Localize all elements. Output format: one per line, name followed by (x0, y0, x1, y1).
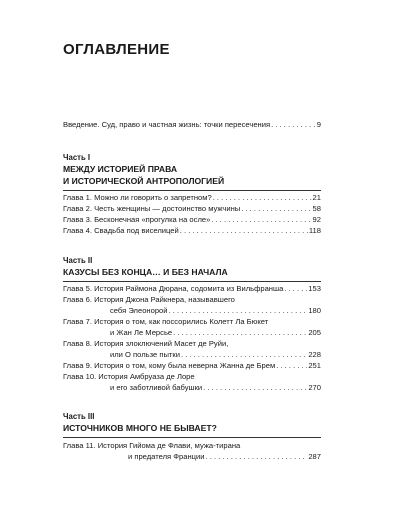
toc-page-number: 205 (308, 328, 321, 337)
part-1-label: Часть I (63, 153, 91, 162)
toc-entry-text: Введение. Суд, право и частная жизнь: точки пересечения (63, 120, 271, 129)
toc-page-number: 180 (308, 306, 321, 315)
toc-entry-text: Глава 9. История о том, кому была неверна Жанна де Брем (63, 361, 276, 370)
toc-entry-text: Глава 11. История Гийома де Флави, мужа-тирана (63, 441, 241, 450)
page-title: ОГЛАВЛЕНИЕ (63, 41, 170, 58)
part-3-title-line-1: ИСТОЧНИКОВ МНОГО НЕ БЫВАЕТ? (63, 423, 217, 433)
part-1-divider (63, 190, 321, 191)
toc-entry-ch6[interactable] (63, 295, 321, 306)
toc-entry-ch8-cont[interactable] (110, 350, 321, 361)
toc-entry-ch10[interactable] (63, 372, 321, 383)
toc-entry-text: Глава 5. История Раймона Дюрана, содомита из Вильфранша (63, 284, 284, 293)
toc-entry-ch8[interactable] (63, 339, 321, 350)
toc-entry-ch11[interactable] (63, 441, 321, 452)
toc-entry-continuation: и предателя Франции (128, 452, 205, 461)
toc-entry-continuation: себя Элеонорой (110, 306, 168, 315)
toc-page-number: 118 (308, 226, 321, 235)
toc-entry-continuation: и его заботливой бабушки (110, 383, 203, 392)
toc-entry-text: Глава 2. Честь женщины — достоинство мужчины (63, 204, 241, 213)
toc-entry-continuation: или О пользе пытки (110, 350, 180, 359)
toc-entry-ch6-cont[interactable] (110, 306, 321, 317)
toc-page-number: 251 (308, 361, 321, 370)
leader-dots (173, 328, 307, 339)
toc-entry-ch7-cont[interactable] (110, 328, 321, 339)
part-1-title-line-1: МЕЖДУ ИСТОРИЕЙ ПРАВА (63, 164, 178, 174)
leader-dots (211, 215, 311, 226)
toc-entry-text: Глава 3. Бесконечная «прогулка на осле» (63, 215, 211, 224)
part-1-title-line-2: И ИСТОРИЧЕСКОЙ АНТРОПОЛОГИЕЙ (63, 176, 225, 186)
part-2-title-line-1: КАЗУСЫ БЕЗ КОНЦА… И БЕЗ НАЧАЛА (63, 267, 228, 277)
leader-dots (180, 226, 308, 237)
toc-entry-text: Глава 10. История Амбруаза де Лоре (63, 372, 195, 381)
leader-dots (213, 193, 312, 204)
leader-dots (271, 120, 316, 131)
toc-entry-text: Глава 6. История Джона Райкнера, называвшего (63, 295, 235, 304)
toc-page-number: 9 (316, 120, 321, 129)
toc-entry-ch9[interactable] (63, 361, 321, 372)
toc-entry-text: Глава 4. Свадьба под виселицей (63, 226, 179, 235)
toc-entry-ch10-cont[interactable] (110, 383, 321, 394)
toc-entry-ch3[interactable] (63, 215, 321, 226)
toc-entry-continuation: и Жан Ле Мерсье (110, 328, 173, 337)
leader-dots (203, 383, 307, 394)
toc-page-number: 58 (312, 204, 321, 213)
part-2-divider (63, 281, 321, 282)
toc-page-number: 21 (312, 193, 321, 202)
toc-page-number: 270 (308, 383, 321, 392)
toc-entry-ch1[interactable] (63, 193, 321, 204)
toc-entry-text: Глава 1. Можно ли говорить о запретном? (63, 193, 212, 202)
leader-dots (241, 204, 311, 215)
leader-dots (276, 361, 307, 372)
toc-entry-text: Глава 7. История о том, как поссорились Колетт Ла Бюкет (63, 317, 269, 326)
toc-entry-ch2[interactable] (63, 204, 321, 215)
part-2-label: Часть II (63, 256, 93, 265)
toc-entry-ch11-cont[interactable] (128, 452, 321, 463)
toc-entry-ch4[interactable] (63, 226, 321, 237)
toc-intro[interactable] (63, 120, 321, 131)
part-3-divider (63, 437, 321, 438)
toc-page-number: 287 (308, 452, 321, 461)
toc-page-number: 92 (312, 215, 321, 224)
leader-dots (284, 284, 307, 295)
toc-entry-ch7[interactable] (63, 317, 321, 328)
toc-page-number: 228 (308, 350, 321, 359)
toc-page-number: 153 (308, 284, 321, 293)
leader-dots (181, 350, 307, 361)
leader-dots (206, 452, 308, 463)
part-3-label: Часть III (63, 412, 95, 421)
toc-entry-text: Глава 8. История злоключений Масет де Руйи, (63, 339, 229, 348)
toc-entry-ch5[interactable] (63, 284, 321, 295)
leader-dots (169, 306, 308, 317)
